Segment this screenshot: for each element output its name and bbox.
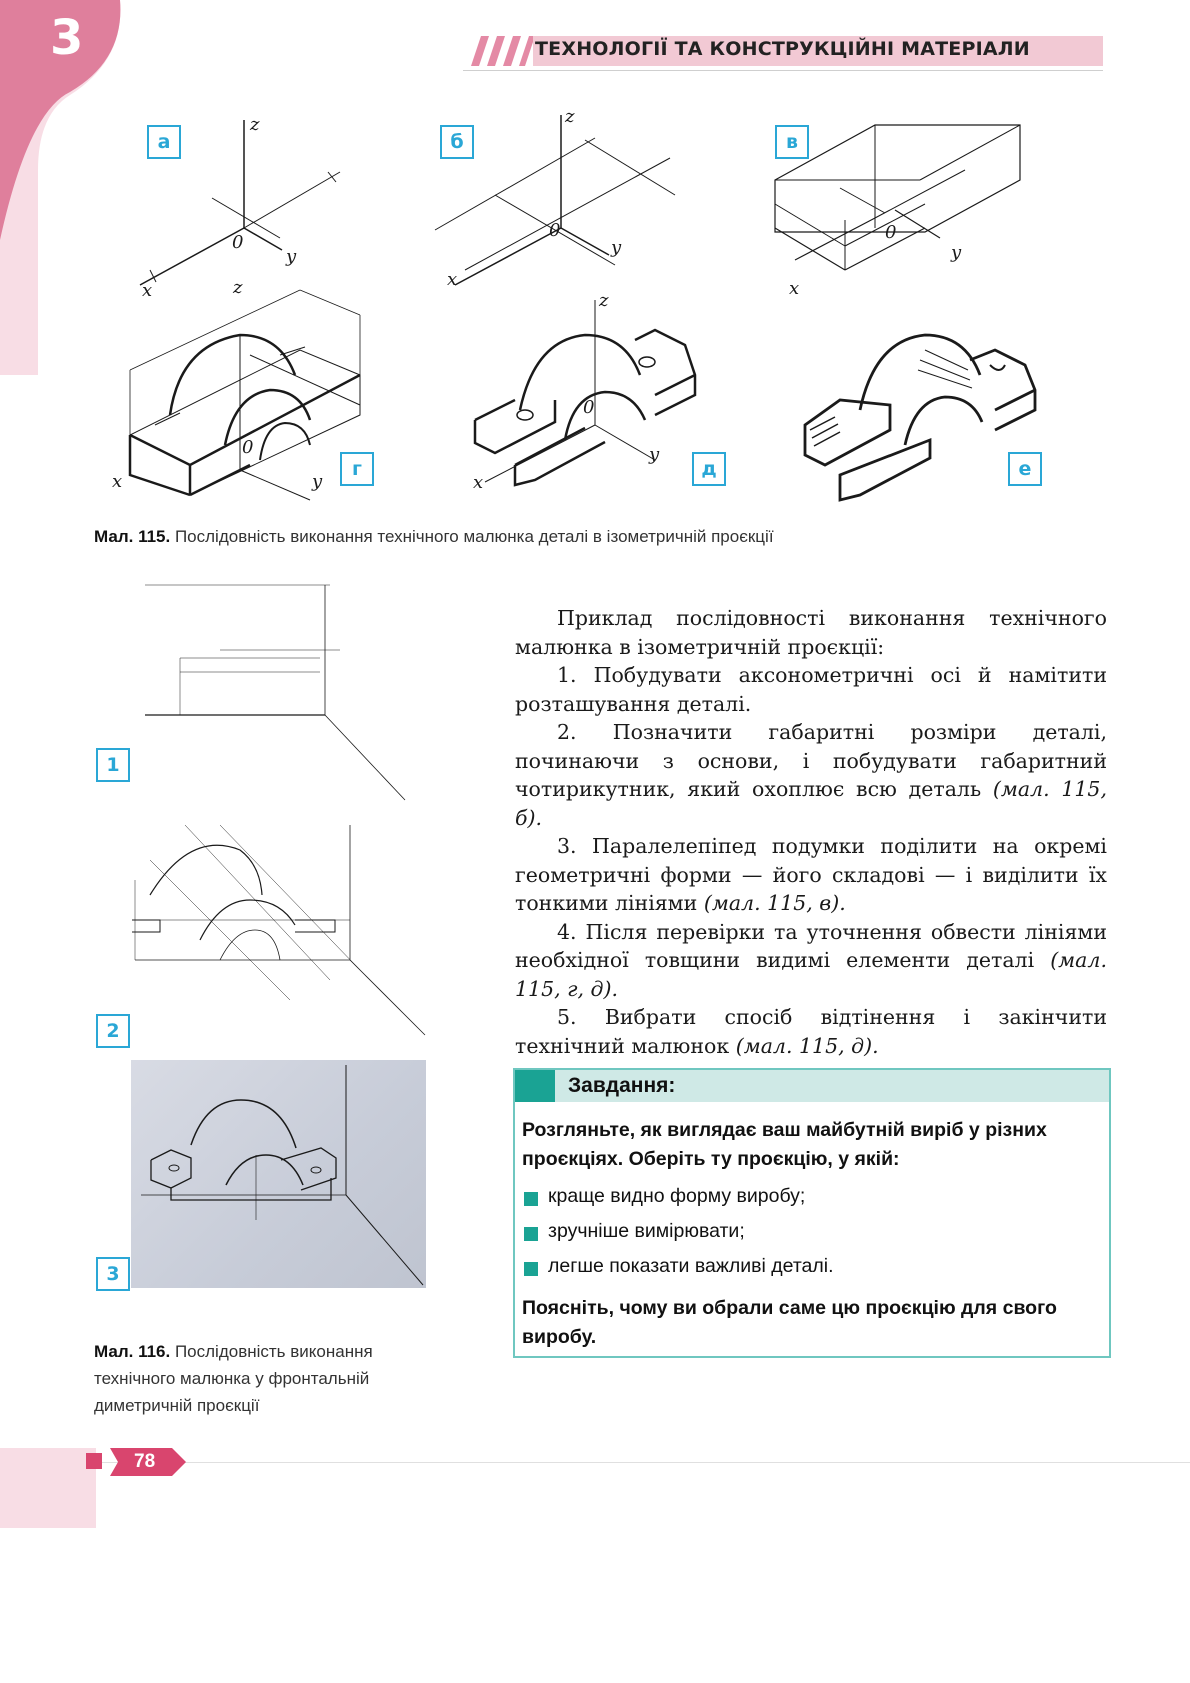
figure-115-caption — [94, 523, 1104, 550]
axis-x-label: x — [789, 278, 800, 299]
bullet-square-icon — [524, 1262, 538, 1276]
figure-label-g: г — [340, 452, 374, 486]
task-outro: Поясніть, чому ви обрали саме цю проєкцію для свого виробу. — [522, 1297, 1057, 1348]
caption-text: Послідовність виконання технічного малюнка деталі в ізометричній проєкції — [174, 527, 774, 546]
step-text: 3. Паралелепіпед подумки поділити на окремі геометричні форми — його складові — і виділити їх тонкими лініями — [515, 834, 1107, 915]
caption-prefix: Мал. 115. — [94, 527, 171, 546]
caption-line: технічного малюнка у фронтальній — [94, 1369, 370, 1388]
figure-reference: (мал. 115, г, д). — [515, 948, 1107, 1001]
axis-x-label: x — [112, 471, 123, 492]
axis-y-label: y — [611, 237, 622, 258]
figure-label-b: б — [440, 125, 474, 159]
axis-z-label: z — [233, 277, 243, 298]
step-3 — [515, 832, 1107, 918]
task-bullet: краще видно форму виробу; — [548, 1185, 806, 1207]
figure-label-v: в — [775, 125, 809, 159]
axis-x-label: x — [473, 472, 484, 493]
step-text: 2. Позначити габаритні розміри деталі, починаючи з основи, і побудувати габаритний чотирикутник, який охоплює всю деталь — [515, 720, 1107, 801]
axis-z-label: z — [250, 114, 260, 135]
task-title: Завдання: — [568, 1074, 676, 1097]
figure-label-e: е — [1008, 452, 1042, 486]
figure-label-d: д — [692, 452, 726, 486]
axis-y-label: y — [312, 471, 323, 492]
step-2 — [515, 718, 1107, 832]
figure-116-caption — [94, 1338, 454, 1419]
axis-y-label: y — [951, 242, 962, 263]
step-text: 4. Після перевірки та уточнення обвести лініями необхідної товщини видимі елементи деталі — [515, 919, 1107, 972]
chapter-number: 3 — [50, 10, 84, 66]
sketch-3 — [131, 1060, 426, 1288]
step-4 — [515, 918, 1107, 1004]
paragraph: Приклад послідовності виконання технічного малюнка в ізометричній проєкції: — [515, 606, 1107, 659]
figure-label-3: 3 — [96, 1257, 130, 1291]
task-bullet: зручніше вимірювати; — [548, 1220, 745, 1242]
footer-square-icon — [86, 1453, 102, 1469]
task-intro: Розгляньте, як виглядає ваш майбутній виріб у різних проєкціях. Оберіть ту проєкцію, у якій: — [522, 1119, 1047, 1170]
caption-line: Послідовність виконання — [174, 1342, 373, 1361]
axis-z-label: z — [565, 106, 575, 127]
page-number: 78 — [134, 1451, 156, 1472]
sketch-1 — [140, 580, 430, 810]
caption-line: диметричній проєкції — [94, 1396, 260, 1415]
axis-x-label: x — [142, 280, 153, 301]
axis-y-label: y — [286, 246, 297, 267]
sketch-2 — [130, 820, 430, 1040]
figure-reference: (мал. 115, б). — [515, 777, 1107, 830]
axis-x-label: x — [447, 269, 458, 290]
step-5 — [515, 1003, 1107, 1060]
axis-o-label: 0 — [549, 220, 561, 241]
figure-label-2: 2 — [96, 1014, 130, 1048]
figure-reference: (мал. 115, в). — [703, 891, 846, 915]
bullet-square-icon — [524, 1227, 538, 1241]
figure-label-a: а — [147, 125, 181, 159]
task-header-square — [515, 1070, 555, 1102]
footer-divider — [96, 1462, 1190, 1463]
figure-reference: (мал. 115, д). — [735, 1033, 879, 1058]
header-title: ТЕХНОЛОГІЇ ТА КОНСТРУКЦІЙНІ МАТЕРІАЛИ — [535, 38, 1030, 60]
footer-tab — [0, 1448, 96, 1528]
axis-o-label: 0 — [242, 437, 254, 458]
step-text: 5. Вибрати спосіб відтінення і закінчити технічний малюнок — [515, 1005, 1107, 1058]
drawing-d-part — [455, 290, 715, 493]
axis-o-label: 0 — [583, 397, 595, 418]
axis-o-label: 0 — [885, 222, 897, 243]
bullet-square-icon — [524, 1192, 538, 1206]
header-stripes — [463, 36, 533, 66]
task-bullet: легше показати важливі деталі. — [548, 1255, 834, 1277]
header-divider — [463, 70, 1103, 71]
caption-prefix: Мал. 116. — [94, 1342, 171, 1361]
step-1: 1. Побудувати аксонометричні осі й намітити розташування деталі. — [515, 663, 1107, 716]
axis-y-label: y — [649, 444, 660, 465]
instructions-text — [515, 604, 1107, 1060]
axis-z-label: z — [599, 290, 609, 311]
figure-label-1: 1 — [96, 748, 130, 782]
axis-o-label: 0 — [232, 232, 244, 253]
